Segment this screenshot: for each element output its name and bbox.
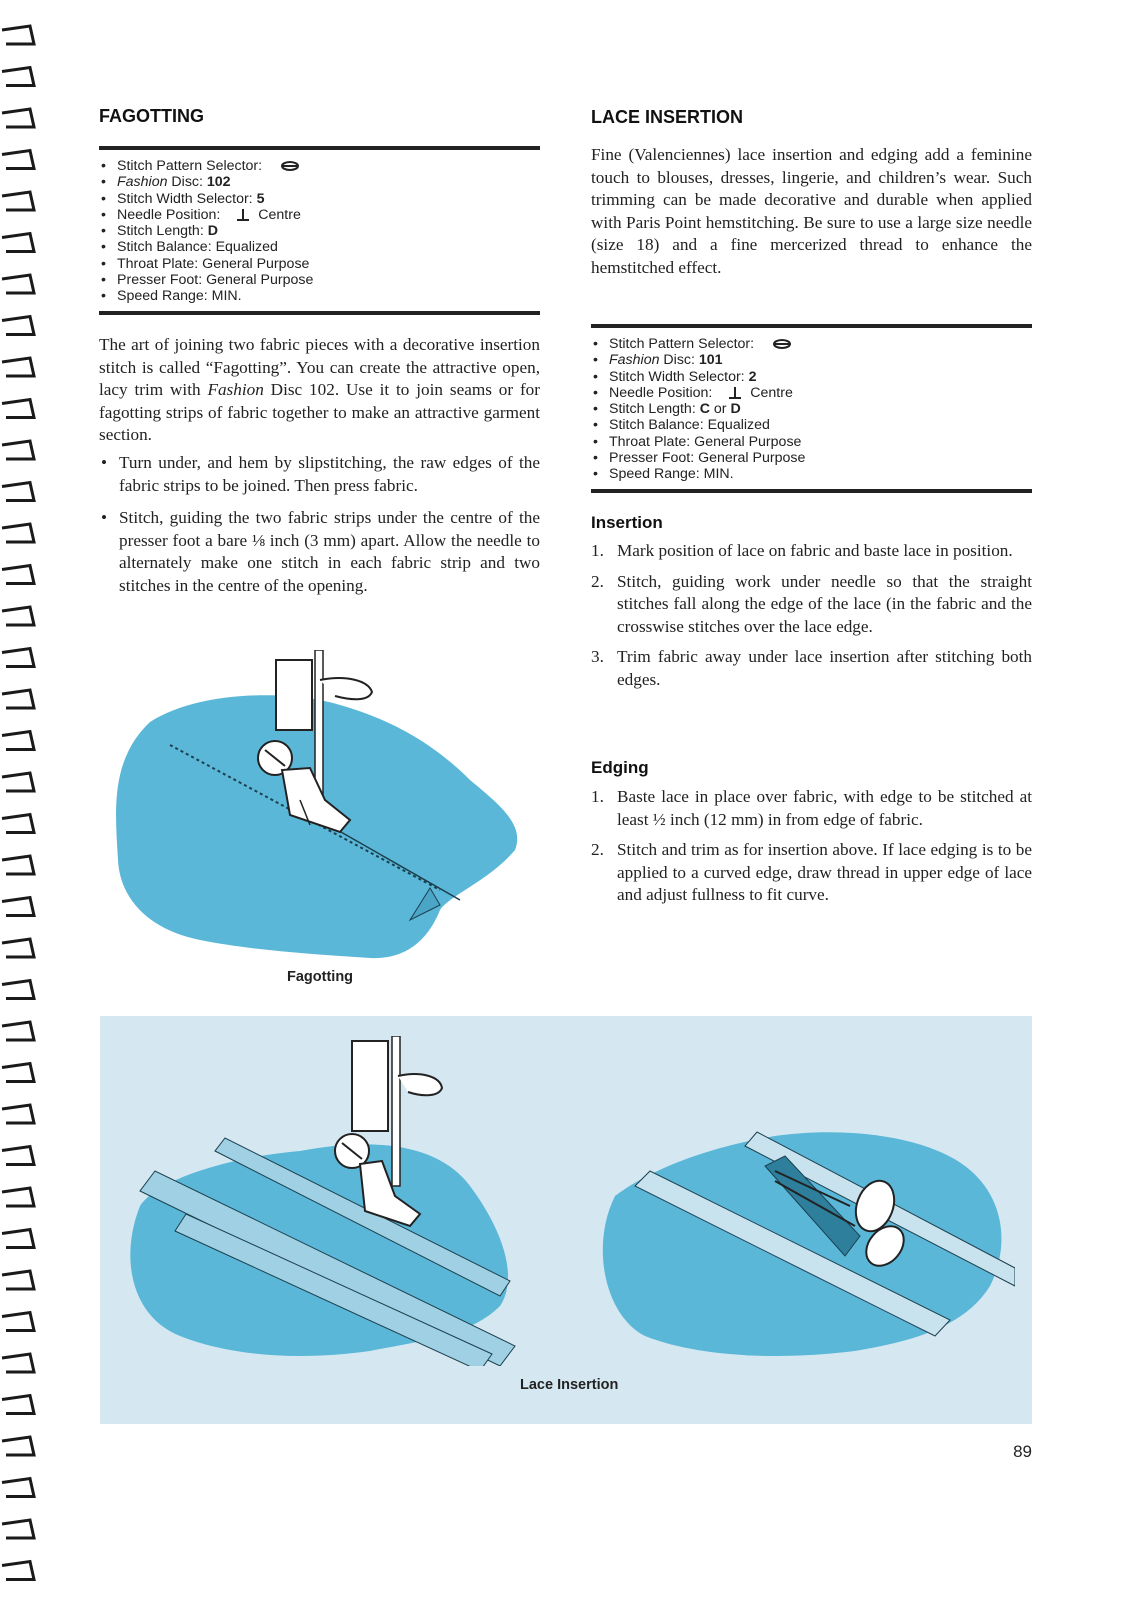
binding-loop (2, 566, 34, 584)
stitch-pattern-icon (772, 338, 792, 350)
lace-insertion-intro: Fine (Valenciennes) lace insertion and edging add a feminine touch to blouses, dresses, lingerie, and children’s wear. Such trimming can be made decorative and durable when applied with Paris Point hemstitching. Be sure to use a large size needle (size 18) and a fine mercerized thread to enhance the hemstitched effect. (591, 145, 1032, 277)
binding-loop (2, 192, 34, 210)
list-item: 2. Stitch, guiding work under needle so that the straight stitches fall along the edge of the lace (in the fabric and the crosswise stitches over the lace edge. (591, 571, 1032, 636)
setting-disc: • Fashion Disc: 101 (591, 352, 1032, 368)
fagotting-illustration (110, 650, 530, 970)
binding-loop (2, 234, 34, 252)
binding-loop (2, 1437, 34, 1455)
binding-loop (2, 1230, 34, 1248)
setting-width: • Stitch Width Selector: 2 (591, 369, 1032, 385)
fagotting-settings (99, 146, 540, 315)
setting-needle: • Needle Position: Centre (591, 385, 1032, 401)
binding-loop (2, 856, 34, 874)
stitch-pattern-icon (280, 160, 300, 172)
setting-foot: • Presser Foot: General Purpose (99, 272, 540, 288)
binding-loop (2, 1022, 34, 1040)
binding-loop (2, 815, 34, 833)
lace-insertion-settings (591, 324, 1032, 493)
list-item: • Stitch, guiding the two fabric strips under the centre of the presser foot a bare ⅛ inch (3 mm) apart. Allow the needle to alternately make one stitch in each fabric strip and two stitches in the centre of the opening. (99, 507, 540, 597)
lace-insertion-title: LACE INSERTION (591, 107, 744, 127)
edging-heading: Edging (591, 758, 649, 777)
binding-loop (2, 483, 34, 501)
page-number: 89 (1013, 1442, 1032, 1461)
binding-loop (2, 1064, 34, 1082)
binding-loop (2, 68, 34, 86)
setting-speed: • Speed Range: MIN. (99, 288, 540, 304)
binding-loop (2, 151, 34, 169)
binding-loop (2, 939, 34, 957)
binding-loop (2, 1520, 34, 1538)
needle-centre-icon (236, 208, 250, 222)
lace-insertion-caption: Lace Insertion (520, 1377, 619, 1393)
binding-loop (2, 773, 34, 791)
binding-loop (2, 1271, 34, 1289)
setting-throat: • Throat Plate: General Purpose (591, 434, 1032, 450)
binding-loop (2, 981, 34, 999)
fagotting-caption: Fagotting (287, 969, 354, 985)
fagotting-intro: The art of joining two fabric pieces with a decorative insertion stitch is called “Fagotting”. You can create the attractive open, lacy trim with Fashion Disc 102. Use it to join seams or for fagotting strips of fabric together to make an attractive garment section. (99, 335, 540, 444)
setting-balance: • Stitch Balance: Equalized (591, 417, 1032, 433)
setting-stitch-pattern: • Stitch Pattern Selector: (591, 336, 1032, 352)
setting-needle: • Needle Position: Centre (99, 207, 540, 223)
list-item: 2. Stitch and trim as for insertion above. If lace edging is to be applied to a curved edge, draw thread in upper edge of lace and adjust fullness to fit curve. (591, 840, 1032, 904)
binding-loop (2, 649, 34, 667)
binding-loop (2, 400, 34, 418)
setting-throat: • Throat Plate: General Purpose (99, 256, 540, 272)
list-item: 1. Baste lace in place over fabric, with edge to be stitched at least ½ inch (12 mm) in from edge of fabric. (591, 787, 1032, 829)
setting-width: • Stitch Width Selector: 5 (99, 191, 540, 207)
setting-foot: • Presser Foot: General Purpose (591, 450, 1032, 466)
lace-insertion-panel (100, 1016, 1032, 1424)
list-item: 3. Trim fabric away under lace insertion after stitching both edges. (591, 647, 1032, 689)
binding-loop (2, 317, 34, 335)
binding-loop (2, 732, 34, 750)
binding-loop (2, 898, 34, 916)
binding-loop (2, 690, 34, 708)
insertion-steps (591, 540, 1032, 699)
binding-loop (2, 1313, 34, 1331)
setting-length: • Stitch Length: C or D (591, 401, 1032, 417)
binding-loop (2, 1147, 34, 1165)
fagotting-steps (99, 452, 540, 607)
lace-trimming-illustration (595, 1106, 1015, 1366)
binding-loop (2, 109, 34, 127)
setting-disc: • Fashion Disc: 102 (99, 174, 540, 190)
setting-length: • Stitch Length: D (99, 223, 540, 239)
list-item: • Turn under, and hem by slipstitching, the raw edges of the fabric strips to be joined. Then press fabric. (99, 452, 540, 497)
needle-centre-icon (728, 386, 742, 400)
binding-loop (2, 607, 34, 625)
binding-loop (2, 1105, 34, 1123)
binding-loop (2, 26, 34, 44)
binding-loop (2, 1562, 34, 1580)
setting-balance: • Stitch Balance: Equalized (99, 239, 540, 255)
binding-loop (2, 1396, 34, 1414)
binding-loop (2, 1479, 34, 1497)
binding-loop (2, 1188, 34, 1206)
binding-loop (2, 358, 34, 376)
binding-loop (2, 524, 34, 542)
binding-loop (2, 441, 34, 459)
lace-sewing-illustration (120, 1036, 540, 1366)
insertion-heading: Insertion (591, 513, 663, 532)
binding-loop (2, 1354, 34, 1372)
edging-steps (591, 786, 1032, 915)
setting-speed: • Speed Range: MIN. (591, 466, 1032, 482)
setting-stitch-pattern: • Stitch Pattern Selector: (99, 158, 540, 174)
fagotting-title: FAGOTTING (99, 106, 204, 126)
spiral-binding (0, 0, 60, 1600)
list-item: 1. Mark position of lace on fabric and baste lace in position. (591, 541, 1013, 560)
binding-loop (2, 275, 34, 293)
